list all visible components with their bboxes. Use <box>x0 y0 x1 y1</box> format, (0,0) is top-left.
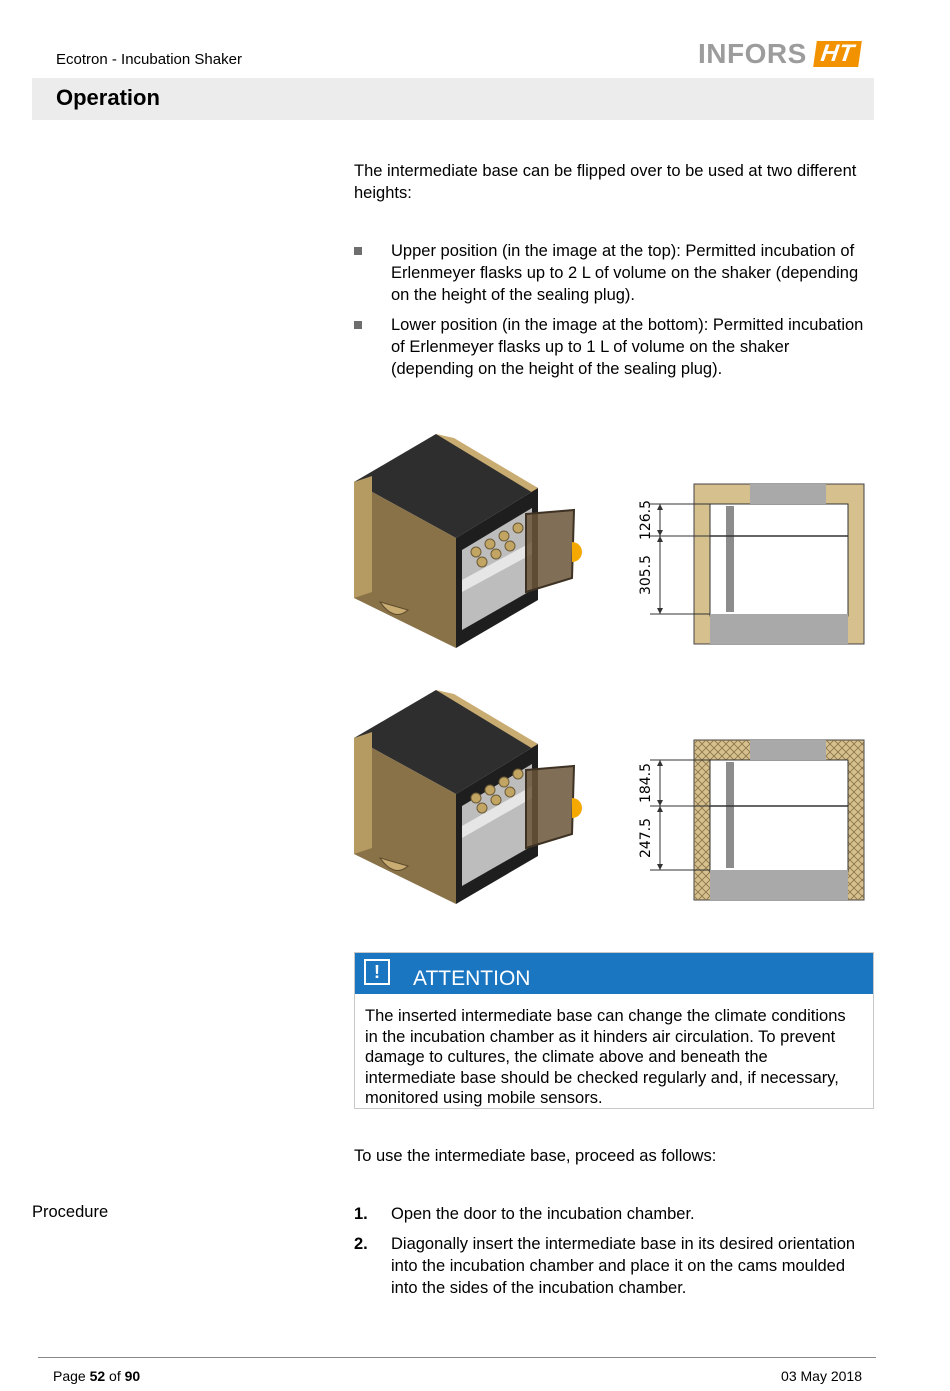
procedure-step <box>354 1203 874 1225</box>
step-text: Open the door to the incubation chamber. <box>391 1205 695 1223</box>
page-of: of <box>105 1368 125 1384</box>
intro-paragraph: The intermediate base can be flipped over to be used at two different heights: <box>354 162 857 202</box>
section-title: Operation <box>56 85 160 110</box>
step-text: Diagonally insert the intermediate base in its desired orientation into the incubation chamber and place it on the cams moulded into the sides of the incubation chamber. <box>391 1235 856 1297</box>
bullet-square-icon <box>354 321 362 329</box>
attention-box <box>354 952 874 1109</box>
procedure-step <box>354 1233 874 1299</box>
logo-text: INFORS <box>698 38 807 69</box>
step-number: 1. <box>354 1205 368 1223</box>
procedure-label: Procedure <box>32 1203 109 1221</box>
proceed-text: To use the intermediate base, proceed as follows: <box>354 1147 717 1165</box>
attention-header <box>355 953 873 994</box>
cross-section-upper-figure <box>630 480 870 650</box>
warning-icon: ! <box>364 959 390 985</box>
dimension-label-upper-top: 126.5 <box>638 499 654 541</box>
list-item <box>354 240 872 306</box>
bullet-text: Upper position (in the image at the top): Permitted incubation of Erlenmeyer flasks up to 2 L of volume on the shaker (depending on the height of the sealing plug). <box>391 242 859 304</box>
shaker-isometric-upper-figure <box>350 430 590 655</box>
page-prefix: Page <box>53 1368 90 1384</box>
infors-ht-logo <box>698 38 860 70</box>
step-number: 2. <box>354 1235 368 1253</box>
page-total: 90 <box>124 1368 141 1384</box>
document-title: Ecotron - Incubation Shaker <box>56 51 242 68</box>
page-number <box>53 1368 140 1384</box>
dimension-label-upper-bottom: 305.5 <box>638 554 654 596</box>
attention-label: ATTENTION <box>413 967 531 990</box>
bullet-square-icon <box>354 247 362 255</box>
cross-section-lower-figure <box>630 736 870 906</box>
dimension-label-lower-bottom: 247.5 <box>638 817 654 859</box>
logo-badge: HT <box>813 41 862 67</box>
attention-text: The inserted intermediate base can change the climate conditions in the incubation chamber as it hinders air circulation. To prevent damage to cultures, the climate above and beneath the intermediate base should be checked regularly and, if necessary, monitored using mobile sensors. <box>365 1007 846 1107</box>
bullet-text: Lower position (in the image at the bottom): Permitted incubation of Erlenmeyer flasks up to 1 L of volume on the shaker (depending on the height of the sealing plug). <box>391 316 864 378</box>
list-item <box>354 314 872 380</box>
page-current: 52 <box>89 1368 106 1384</box>
footer-divider <box>38 1357 876 1358</box>
shaker-isometric-lower-figure <box>350 686 590 911</box>
footer-date: 03 May 2018 <box>781 1368 862 1384</box>
dimension-label-lower-top: 184.5 <box>638 762 654 804</box>
